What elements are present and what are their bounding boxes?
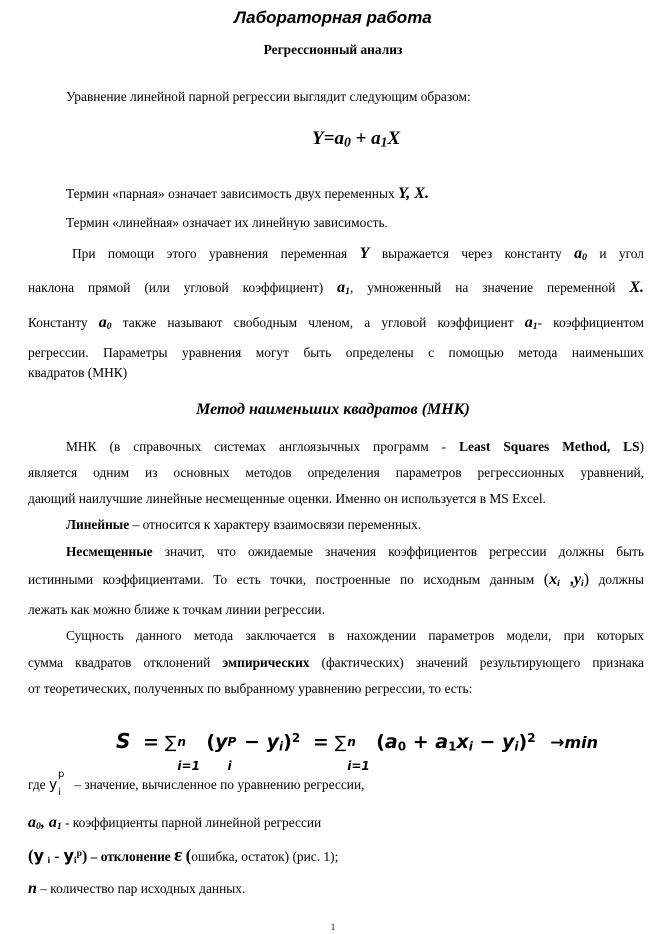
- least-squares-formula: S = ∑ n i=1 (y P i − $y_i)^2$ = ∑ n i=1 $(a_0 + a_1x_i - y_i)^2 \to\min$: [116, 729, 598, 773]
- term-linear-paragraph: Термин «линейная» означает их линейную зависимость.: [66, 215, 388, 230]
- equation-explanation-line-2: наклона прямой (или угловой коэффициент) $a_1$, умноженный на значение переменной X.: [28, 279, 644, 297]
- page-subtitle: Регрессионный анализ: [263, 42, 403, 57]
- equation-explanation-line-5: квадратов (МНК): [28, 365, 128, 380]
- equation-explanation-line-1: При помощи этого уравнения переменная Y выражается через константу $a_0$ и угол: [72, 245, 644, 263]
- method-essence-line-2: сумма квадратов отклонений эмпирических (фактических) значений результирующего признака: [28, 655, 644, 670]
- unbiased-definition-line-1: Несмещенные значит, что ожидаемые значения коэффициентов регрессии должны быть: [66, 544, 644, 559]
- unbiased-definition-line-2: истинными коэффициентами. То есть точки, построенные по исходным данным ($x_i$ $,y_i$) должны: [28, 571, 644, 589]
- mnk-paragraph-line-3: дающий наилучшие линейные несмещенные оценки. Именно он используется в MS Excel.: [28, 491, 546, 506]
- page-title: Лабораторная работа: [234, 8, 432, 27]
- section-title: Метод наименьших квадратов (МНК): [196, 401, 470, 418]
- page-number: 1: [330, 922, 336, 932]
- predicted-value-definition: где y p i – значение, вычисленное по уравнению регрессии,: [28, 769, 365, 798]
- deviation-definition: (y $_i - y_i^p$) – отклонение ε (ошибка, остаток) (рис. 1);: [28, 845, 339, 866]
- linear-definition: Линейные – относится к характеру взаимосвязи переменных.: [66, 517, 422, 532]
- mnk-paragraph-line-1: МНК (в справочных системах англоязычных программ - Least Squares Method, LS): [66, 439, 644, 454]
- intro-paragraph: Уравнение линейной парной регрессии выглядит следующим образом:: [66, 89, 471, 104]
- equation-explanation-line-3: Константу $a_0$ также называют свободным членом, а угловой коэффициент $a_1-$ коэффициентом: [28, 314, 644, 332]
- mnk-paragraph-line-2: является одним из основных методов определения параметров регрессионных уравнений,: [28, 465, 644, 480]
- method-essence-line-1: Сущность данного метода заключается в нахождении параметров модели, при которых: [66, 628, 644, 643]
- term-pair-paragraph: Термин «парная» означает зависимость двух переменных Y, X.: [66, 185, 429, 202]
- pairs-count-definition: n – количество пар исходных данных.: [28, 880, 246, 897]
- regression-equation: $Y=a_0 + a_1X$: [312, 128, 401, 150]
- unbiased-definition-line-3: лежать как можно ближе к точкам линии регрессии.: [28, 602, 325, 617]
- method-essence-line-3: от теоретических, полученных по выбранному уравнению регрессии, то есть:: [28, 681, 473, 696]
- coefficients-definition: $a_0$, $a_1$ - коэффициенты парной линейной регрессии: [28, 814, 322, 832]
- equation-explanation-line-4: регрессии. Параметры уравнения могут быть определены с помощью метода наименьших: [28, 345, 644, 360]
